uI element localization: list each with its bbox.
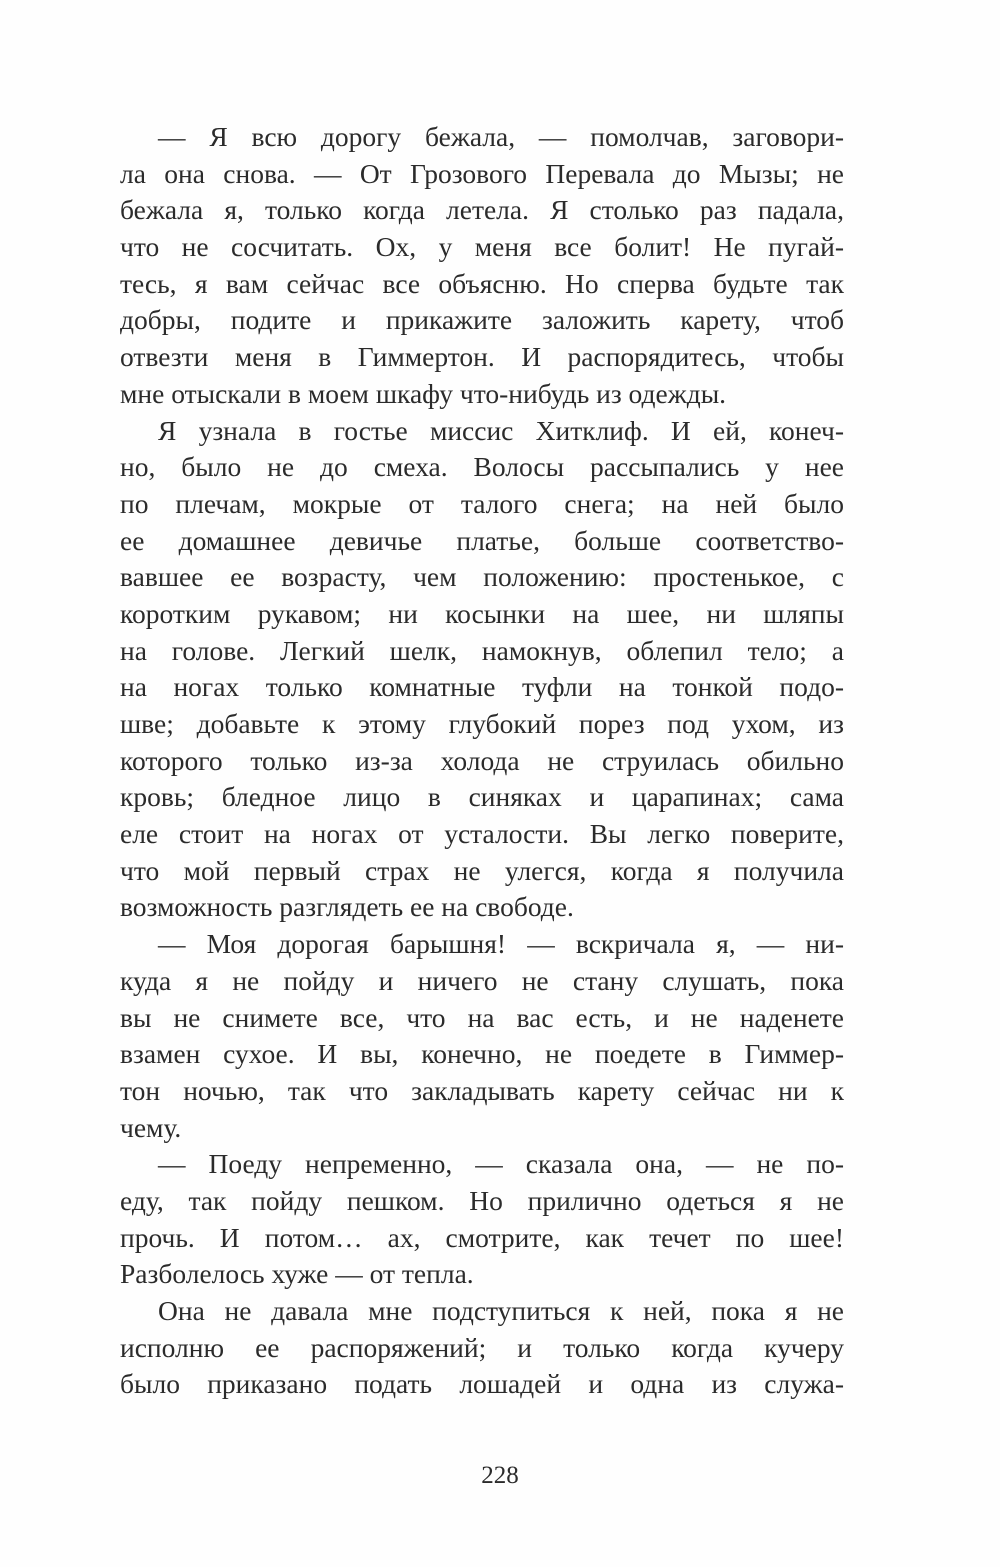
- text-line: тон ночью, так что закладывать карету сейчас ни к: [120, 1074, 844, 1106]
- text-line: на ногах только комнатные туфли на тонкой подо-: [120, 671, 844, 703]
- text-line: еду, так пойду пешком. Но прилично одеться я не: [120, 1184, 844, 1216]
- text-line: вавшее ее возрасту, чем положению: простенькое, с: [120, 561, 844, 593]
- page-number: 228: [481, 1462, 519, 1489]
- text-line: что мой первый страх не улегся, когда я получила: [120, 854, 844, 886]
- text-line: прочь. И потом… ах, смотрите, как течет по шее!: [120, 1221, 844, 1253]
- text-line: ее домашнее девичье платье, больше соответство-: [120, 524, 844, 556]
- text-line: отвезти меня в Гиммертон. И распорядитесь, чтобы: [120, 341, 844, 373]
- text-line: но, было не до смеха. Волосы рассыпались у нее: [120, 451, 844, 483]
- text-line: ла она снова. — От Грозового Перевала до Мызы; не: [120, 157, 844, 189]
- text-line: вы не снимете все, что на вас есть, и не наденете: [120, 1001, 844, 1033]
- text-line: шве; добавьте к этому глубокий порез под ухом, из: [120, 708, 844, 739]
- text-line: Разболелось хуже — от тепла.: [120, 1258, 474, 1290]
- text-line: бежала я, только когда летела. Я столько раз падала,: [120, 194, 844, 226]
- text-line: взамен сухое. И вы, конечно, не поедете в Гиммер-: [120, 1038, 844, 1070]
- page-body-text: [120, 119, 844, 1403]
- text-line: которого только из-за холода не струилась обильно: [120, 744, 844, 776]
- text-line: на голове. Легкий шелк, намокнув, облепил тело; а: [120, 634, 844, 666]
- text-line: чему.: [120, 1111, 182, 1143]
- text-line: коротким рукавом; ни косынки на шее, ни шляпы: [120, 597, 844, 629]
- text-line: по плечам, мокрые от талого снега; на ней было: [120, 487, 844, 519]
- text-line: было приказано подать лошадей и одна из служа-: [120, 1368, 844, 1400]
- text-line: еле стоит на ногах от усталости. Вы легко поверите,: [120, 818, 844, 850]
- text-line: — Поеду непременно, — сказала она, — не по-: [158, 1148, 844, 1180]
- text-line: кровь; бледное лицо в синяках и царапинах; сама: [120, 781, 844, 813]
- text-line: мне отыскали в моем шкафу что-нибудь из одежды.: [120, 377, 727, 409]
- text-line: — Моя дорогая барышня! — вскричала я, — ни-: [158, 928, 844, 960]
- text-line: Я узнала в гостье миссис Хитклиф. И ей, конеч-: [158, 414, 844, 446]
- text-line: тесь, я вам сейчас все объясню. Но сперва будьте так: [120, 267, 844, 299]
- text-line: Она не давала мне подступиться к ней, пока я не: [158, 1295, 844, 1326]
- text-line: — Я всю дорогу бежала, — помолчав, заговори-: [158, 121, 844, 152]
- text-line: добры, подите и прикажите заложить карету, чтоб: [120, 304, 844, 336]
- text-line: исполню ее распоряжений; и только когда кучеру: [120, 1331, 844, 1363]
- text-line: куда я не пойду и ничего не стану слушать, пока: [120, 964, 844, 996]
- text-line: возможность разглядеть ее на свободе.: [120, 891, 574, 923]
- text-line: что не сосчитать. Ох, у меня все болит! Не пугай-: [120, 231, 844, 263]
